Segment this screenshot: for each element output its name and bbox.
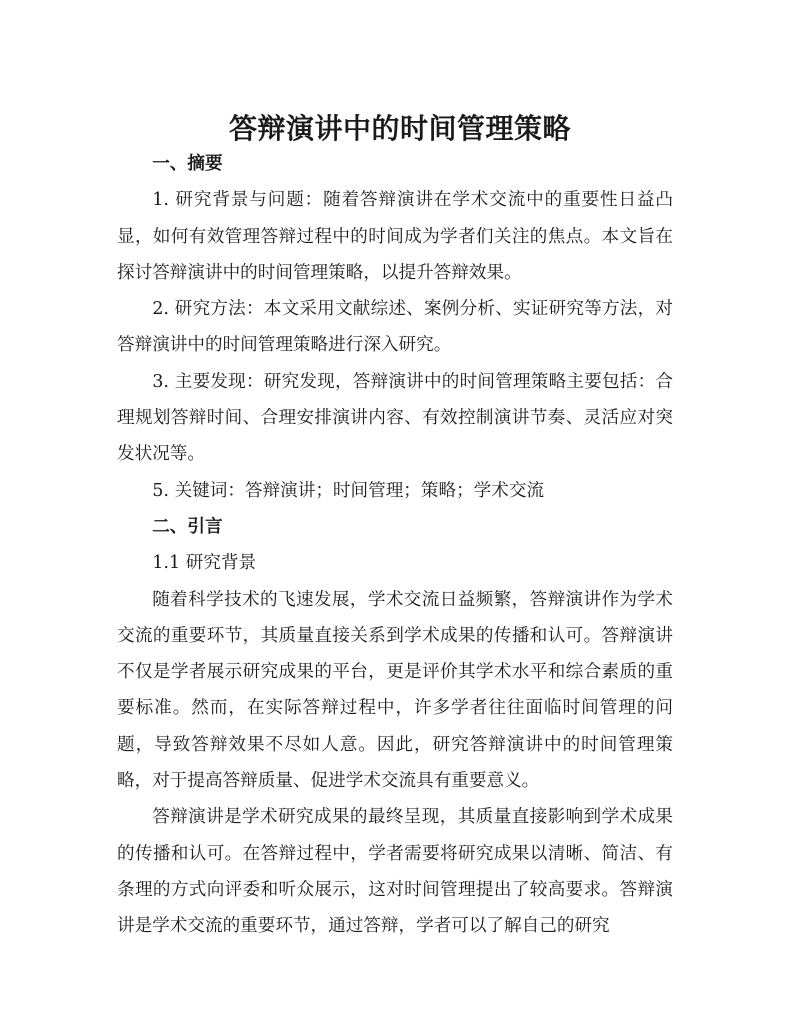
section-heading-abstract: 一、摘要 <box>152 154 223 174</box>
subsection-heading-background: 1.1 研究背景 <box>152 553 257 574</box>
introduction-paragraph: 答辩演讲是学术研究成果的最终呈现，其质量直接影响到学术成果的传播和认可。在答辩过程中，学者需要将研究成果以清晰、简洁、有条理的方式向评委和听众展示，这对时间管理提出了较高要求。答辩演讲是学术交流的重要环节，通过答辩，学者可以了解自己的研究 <box>117 807 673 937</box>
abstract-item-method: 2. 研究方法：本文采用文献综述、案例分析、实证研究等方法，对答辩演讲中的时间管理策略进行深入研究。 <box>117 299 673 356</box>
abstract-item-background: 1. 研究背景与问题：随着答辩演讲在学术交流中的重要性日益凸显，如何有效管理答辩过程中的时间成为学者们关注的焦点。本文旨在探讨答辩演讲中的时间管理策略，以提升答辩效果。 <box>117 190 673 283</box>
introduction-paragraph: 随着科学技术的飞速发展，学术交流日益频繁，答辩演讲作为学术交流的重要环节，其质量直接关系到学术成果的传播和认可。答辩演讲不仅是学者展示研究成果的平台，更是评价其学术水平和综合素质的重要标准。然而，在实际答辩过程中，许多学者往往面临时间管理的问题，导致答辩效果不尽如人意。因此，研究答辩演讲中的时间管理策略，对于提高答辩质量、促进学术交流具有重要意义。 <box>117 589 673 792</box>
abstract-item-keywords: 5. 关键词：答辩演讲；时间管理；策略；学术交流 <box>152 480 545 501</box>
document-body <box>117 146 673 945</box>
section-heading-introduction: 二、引言 <box>152 516 223 537</box>
abstract-item-findings: 3. 主要发现：研究发现，答辩演讲中的时间管理策略主要包括：合理规划答辩时间、合理安排演讲内容、有效控制演讲节奏、灵活应对突发状况等。 <box>117 371 673 465</box>
document-title: 答辩演讲中的时间管理策略 <box>228 111 571 145</box>
